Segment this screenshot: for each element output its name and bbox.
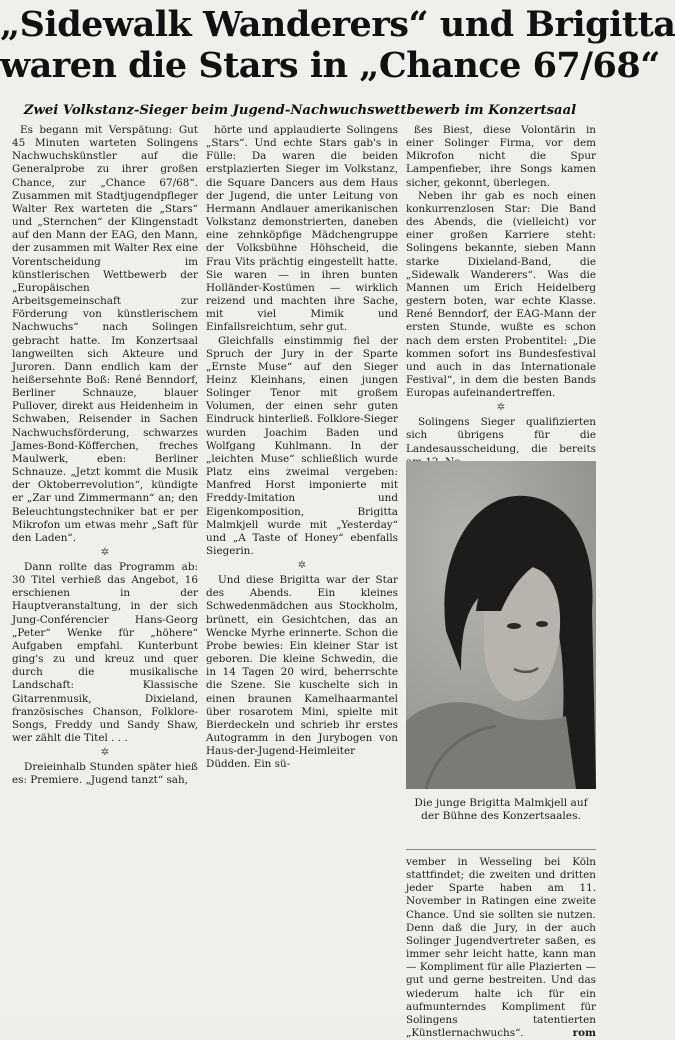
headline-line-2: waren die Stars in „Chance 67/68“ [0,45,660,86]
article-column-3-bottom [406,856,596,1040]
caption-divider [406,849,596,850]
singer-photo [406,461,596,789]
article-column-1 [12,124,198,787]
paragraph: Es begann mit Verspätung: Gut 45 Minuten warteten Solingens Nachwuchskünstler auf die Generalprobe zu ihrer großen Chance, zur „Chance 67/68“. Zusammen mit Stadtjugendpfleger Walter Rex warteten die „Stars“ und „Sternchen“ der Klingenstadt auf den Mann der EAG, den Mann, der zusammen mit Walter Rex eine Vorentscheidung im künstlerischen Wettbewerb der „Europäischen Arbeitsgemeinschaft zur Förderung von künstlerischem Nachwuchs“ nach Solingen gebracht hatte. Im Konzertsaal langweilten sich Akteure und Juroren. Dann endlich kam der heißersehnte Boß: René Benndorf, Berliner Schnauze, blauer Pullover, direkt aus Heidenheim in Schwaben, Reisender in Sachen Nachwuchsförderung, schwarzes James-Bond-Köfferchen, freches Maulwerk, eben: Berliner Schnauze. „Jetzt kommt die Musik der Oktoberrevolution“, kündigte er „Zar und Zimmermann“ an; den Beleuchtungstechniker bat er per Mikrofon um etwas mehr „Saft für den Laden“. [12,124,198,544]
paragraph: ßes Biest, diese Volontärin in einer Solinger Firma, vor dem Mikrofon nicht die Spur Lampenfieber, ihre Songs kamen sicher, gekonnt, überlegen. [406,124,596,189]
paragraph: Neben ihr gab es noch einen konkurrenzlosen Star: Die Band des Abends, die (vielleicht) vor einer großen Karriere steht: Solingens bekannte, sieben Mann starke Dixieland-Band, die „Sidewalk Wanderers“. Was die Mannen um Erich Heidelberg gestern boten, war echte Klasse. René Benndorf, der EAG-Mann der ersten Stunde, wußte es schon nach dem ersten Probentitel: „Die kommen sofort ins Bundesfestival und auch in das Internationale Festival“, in dem die besten Bands Europas aufeinandertreffen. [406,189,596,400]
headline [0,4,675,86]
paragraph: Dreieinhalb Stunden später hieß es: Premiere. „Jugend tanzt“ sah, [12,761,198,787]
paragraph: Gleichfalls einstimmig fiel der Spruch der Jury in der Sparte „Ernste Muse“ auf den Sieger Heinz Kleinhans, einen jungen Solinger Tenor mit großem Volumen, der einen sehr guten Eindruck hinterließ. Folklore-Sieger wurden Joachim Baden und Wolfgang Kuhlmann. In der „leichten Muse“ schließlich wurde Platz eins zweimal vergeben: Manfred Horst imponierte mit Freddy-Imitation und Eigenkomposition, Brigitta Malmkjell wurde mit „Yesterday“ und „A Taste of Honey“ ebenfalls Siegerin. [206,334,398,557]
article-column-2 [206,124,398,771]
paragraph [406,856,596,1040]
paragraph: Und diese Brigitta war der Star des Abends. Ein kleines Schwedenmädchen aus Stockholm, brünett, ein Gesichtchen, das an Wencke Myrhe erinnerte. Schon die Probe bewies: Ein kleiner Star ist geboren. Die kleine Schwedin, die in 14 Tagen 20 wird, beherrschte die Szene. Sie kuschelte sich in einen braunen Kamelhaarmantel über rosarotem Mini, spielte mit Bierdeckeln und schrieb ihr erstes Autogramm in den Jurybogen von Haus-der-Jugend-Heimleiter Düdden. Ein sü- [206,574,398,771]
author-byline: rom [572,1027,596,1040]
paragraph-text: vember in Wesseling bei Köln stattfindet; die zweiten und dritten jeder Sparte haben am 11. November in Ratingen eine zweite Chance. Und sie sollten sie nutzen. Denn daß die Jury, in der auch Solinger Jugendvertreter saßen, es immer sehr leicht hatte, kann man — Kompliment für alle Plazierten — gut und gerne bestreiten. Und das wiederum halte ich für ein aufmunterndes Kompliment für Solingens tatentierten „Künstlernachwuchs“. [406,856,596,1040]
section-divider-star: ✲ [100,747,110,759]
section-divider-star: ✲ [297,560,307,572]
section-divider-star: ✲ [100,547,110,558]
headline-line-1: „Sidewalk Wanderers“ und Brigitta [0,4,675,45]
section-divider-star: ✲ [496,402,506,414]
paragraph: Dann rollte das Programm ab: 30 Titel verhieß das Angebot, 16 erschienen in der Hauptveranstaltung, in der sich Jung-Conférencier Hans-Georg „Peter“ Wenke für „höhere“ Aufgaben empfahl. Kunterbunt ging's zu und kreuz und quer durch die musikalische Landschaft: Klassische Gitarrenmusik, Dixieland, französisches Chanson, Folklore-Songs, Freddy und Sandy Shaw, wer zählt die Titel . . . [12,561,198,745]
photo-caption: Die junge Brigitta Malmkjell auf der Bühne des Konzertsaales. [414,797,588,823]
article-column-3-top [406,124,596,458]
paragraph: Solingens Sieger qualifizierten sich übrigens für die Landesausscheidung, die bereits [406,416,596,455]
subheadline: Zwei Volkstanz-Sieger beim Jugend-Nachwuchswettbewerb im Konzertsaal [23,103,577,118]
paragraph: hörte und applaudierte Solingens „Stars“. Und echte Stars gab's in Fülle: Da waren die beiden erstplazierten Sieger im Volkstanz, die Square Dancers aus dem Haus der Jugend, die unter Leitung von Hermann Andlauer amerikanischen Volkstanz demonstrierten, daneben eine zehnköpfige Mädchengruppe der Volksbühne Höhscheid, die Frau Vits prächtig eingestellt hatte. Sie waren — in ihren bunten Holländer-Kostümen — wirklich reizend und machten ihre Sache, mit viel Mimik und Einfallsreichtum, sehr gut. [206,124,398,334]
portrait-illustration [406,461,596,789]
